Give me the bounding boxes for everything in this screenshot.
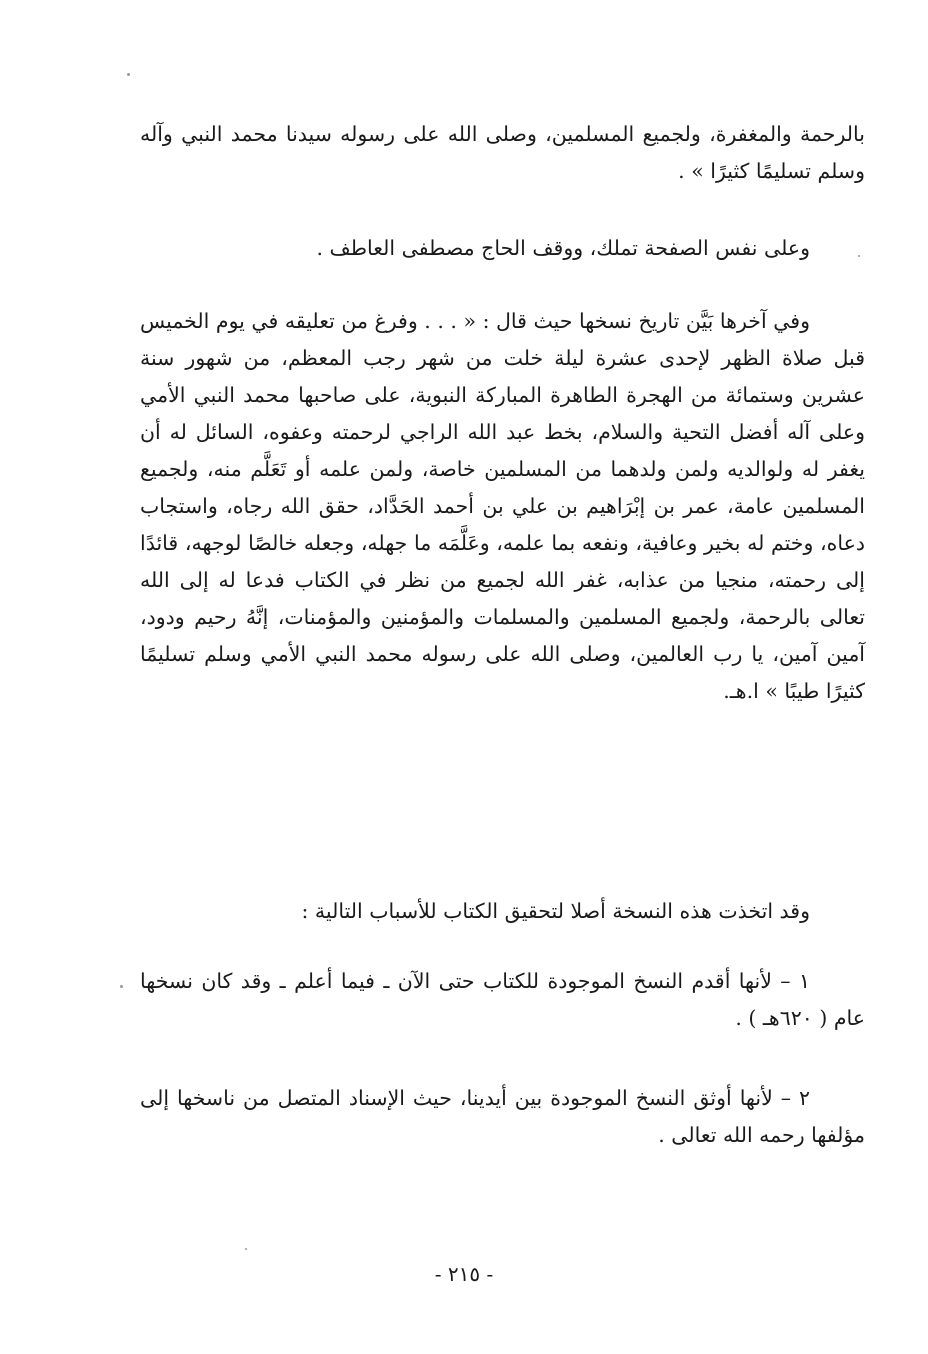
list-item-reason-2: ٢ – لأنها أوثق النسخ الموجودة بين أيدينا، حيث الإسناد المتصل من ناسخها إلى مؤلفها رحمه الله تعالى . — [140, 1086, 865, 1147]
list-item-reason-1: ١ – لأنها أقدم النسخ الموجودة للكتاب حتى الآن ـ فيما أعلم ـ وقد كان نسخها عام ( ٦٢٠هـ ) . — [140, 969, 865, 1030]
paragraph-reasons-intro: وقد اتخذت هذه النسخة أصلا لتحقيق الكتاب للأسباب التالية : — [301, 899, 810, 923]
scan-speck — [245, 1248, 247, 1250]
paragraph-colophon: وفي آخرها بَيَّن تاريخ نسخها حيث قال : « . . . وفرغ من تعليقه في يوم الخميس قبل صلاة الظهر لإحدى عشرة ليلة خلت من شهر رجب المعظم، من شهور سنة عشرين وستمائة من الهجرة الطاهرة المباركة النبوية، على صاحبها محمد النبي الأمي وعلى آله أفضل التحية والسلام، بخط عبد الله الراجي لرحمته وعفوه، السائل له أن يغفر له ولوالديه ولمن ولدهما من المسلمين خاصة، ولمن علمه أو تَعَلَّم منه، ولجميع المسلمين عامة، عمر بن إبْرَاهيم بن علي بن أحمد الحَدَّاد، حقق الله رجاه، واستجاب دعاه، وختم له بخير وعافية، ونفعه بما علمه، وعَلَّمَه ما جهله، وجعله خالصًا لوجهه، قائدًا إلى رحمته، منجيا من عذابه، غفر الله لجميع من نظر في الكتاب فدعا له إلى الله تعالى بالرحمة، ولجميع المسلمين والمسلمات والمؤمنين والمؤمنات، إنَّهُ رحيم ودود، آمين آمين، يا رب العالمين، وصلى الله على رسوله محمد النبي الأمي وسلم تسليمًا كثيرًا طيبًا » ا.هـ. — [140, 309, 865, 703]
scan-speck — [120, 985, 123, 988]
paragraph-continuation: بالرحمة والمغفرة، ولجميع المسلمين، وصلى الله على رسوله سيدنا محمد النبي وآله وسلم تسليمًا كثيرًا » . — [140, 122, 865, 183]
paragraph-ownership-note: وعلى نفس الصفحة تملك، ووقف الحاج مصطفى العاطف . — [316, 236, 810, 260]
scan-speck — [127, 73, 130, 76]
page-number: - ٢١٥ - — [434, 1262, 494, 1286]
